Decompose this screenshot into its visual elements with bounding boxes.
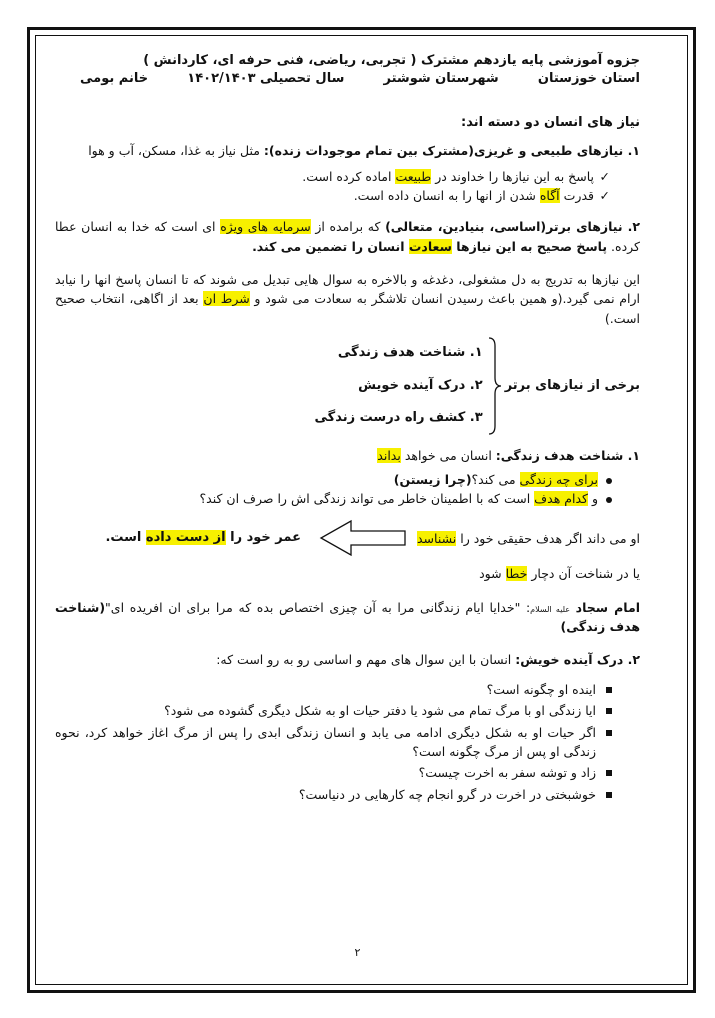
group-item: ۲. درک آینده خویش bbox=[358, 377, 483, 393]
life-goal-title: ۱. شناخت هدف زندگی: bbox=[495, 448, 640, 464]
consequence-alt: یا در شناخت آن دچار خطا شود bbox=[479, 566, 640, 582]
square-bullet-icon bbox=[606, 708, 612, 714]
natural-needs-checklist bbox=[55, 167, 640, 206]
future-section: ۲. درک آینده خویش: انسان با این سوال های مهم و اساسی رو به رو است که: اینده او چگونه است؟ ایا زندگی او با مرگ تمام می شود یا دفتر حیات او به شکل دیگری گشوده می شود؟ اگر حیات او به شکل دیگری ادامه می یابد و انسان زندگی ابدی را پس از مرگ اغاز خواهد کرد، نحوه زندگی او پس از مرگ چگونه است؟ زاد و توشه سفر به اخرت چیست؟ خوشبختی در اخرت در گرو انجام چه کارهایی در دنیاست؟ bbox=[55, 650, 640, 804]
consequence-row bbox=[55, 518, 640, 558]
consequence-result: عمر خود را از دست داده است. bbox=[105, 530, 301, 546]
group-title: برخی از نیازهای برتر bbox=[504, 378, 640, 394]
bullet-icon bbox=[606, 497, 612, 503]
group-item: ۱. شناخت هدف زندگی bbox=[337, 345, 483, 361]
quote-note: (شناخت هدف زندگی) bbox=[55, 599, 640, 635]
list-item: برای چه زندگی می کند؟(چرا زیستن) bbox=[55, 470, 614, 489]
header-title: جزوه آموزشی پایه یازدهم مشترک ( تجربی، ریاضی، فنی حرفه ای، کاردانش ) bbox=[143, 53, 640, 68]
list-item: زاد و توشه سفر به اخرت چیست؟ bbox=[55, 763, 614, 782]
natural-needs-title: ۱. نیازهای طبیعی و غریزی(مشترک بین تمام موجودات زنده): bbox=[263, 143, 640, 159]
future-questions-list bbox=[55, 680, 640, 804]
higher-needs-section: ۲. نیازهای برتر(اساسی، بنیادین، متعالی) که برامده از سرمایه های ویژه ای است که خدا به انسان عطا کرده. پاسخ صحیح به این نیازها سعادت انسان را تضمین می کند. bbox=[55, 219, 640, 254]
page-number: ۲ bbox=[354, 946, 361, 959]
list-item: و کدام هدف است که با اطمینان خاطر می تواند زندگی اش را صرف ان کند؟ bbox=[55, 489, 614, 508]
list-item: اینده او چگونه است؟ bbox=[55, 680, 614, 699]
document-header bbox=[55, 52, 640, 87]
natural-needs-example: مثل نیاز به غذا، مسکن، آب و هوا bbox=[88, 143, 264, 159]
life-goal-list bbox=[55, 470, 640, 509]
future-title: ۲. درک آینده خویش: bbox=[515, 652, 640, 668]
imam-quote bbox=[55, 598, 640, 637]
group-items bbox=[315, 337, 483, 435]
higher-needs-title: ۲. نیازهای برتر(اساسی، بنیادین، متعالی) bbox=[385, 219, 640, 235]
natural-needs-section bbox=[55, 141, 640, 205]
checklist-item: ✓ پاسخ به این نیازها را خداوند در طبیعت اماده کرده است. bbox=[55, 167, 610, 186]
higher-needs-group bbox=[55, 336, 640, 436]
checkmark-icon: ✓ bbox=[599, 187, 610, 203]
header-info-row bbox=[80, 70, 640, 88]
checklist-item: ✓ قدرت آگاه شدن از انها را به انسان داده است. bbox=[55, 186, 610, 205]
square-bullet-icon bbox=[606, 792, 612, 798]
list-item: ایا زندگی او با مرگ تمام می شود یا دفتر حیات او به شکل دیگری گشوده می شود؟ bbox=[55, 701, 614, 720]
list-item: اگر حیات او به شکل دیگری ادامه می یابد و انسان زندگی ابدی را پس از مرگ اغاز خواهد کرد، نحوه زندگی او پس از مرگ چگونه است؟ bbox=[55, 723, 614, 762]
curly-brace-icon bbox=[485, 336, 503, 436]
header-county: شهرستان شوشتر bbox=[383, 70, 499, 86]
consequence-condition: او می داند اگر هدف حقیقی خود را نشناسد bbox=[417, 530, 640, 546]
intro-title: نیاز های انسان دو دسته اند: bbox=[461, 115, 640, 131]
arrow-left-icon bbox=[319, 518, 407, 558]
header-teacher: خانم بومی bbox=[80, 70, 149, 86]
square-bullet-icon bbox=[606, 770, 612, 776]
quote-text: : "خدایا ایام زندگانی مرا به آن چیزی اختصاص بده که مرا برای ان افریده ای" bbox=[105, 599, 531, 615]
square-bullet-icon bbox=[606, 730, 612, 736]
life-goal-section: ۱. شناخت هدف زندگی: انسان می خواهد بداند برای چه زندگی می کند؟(چرا زیستن) و کدام هدف است که با اطمینان خاطر می تواند زندگی اش را صرف ان کند؟ او می داند اگر هدف حقیقی خود را نشناسد عمر خود را از دست داده است. یا در شناخت آن دچار خطا شود bbox=[55, 446, 640, 584]
document-content bbox=[55, 52, 640, 806]
list-item: خوشبختی در اخرت در گرو انجام چه کارهایی در دنیاست؟ bbox=[55, 785, 614, 804]
group-item: ۳. کشف راه درست زندگی bbox=[314, 410, 483, 426]
needs-explanation-paragraph: این نیازها به تدریج به دل مشغولی، دغدغه و بالاخره به سوال هایی تبدیل می شوند که تا انسان پاسخ انها را نیابد ارام نمی گیرد.(و همین باعث رسیدن انسان تلاشگر به سعادت می شود و شرط ان بعد از اگاهی، انتخاب صحیح است.) bbox=[55, 272, 640, 326]
quote-honorific: علیه السلام bbox=[530, 604, 571, 614]
checkmark-icon: ✓ bbox=[599, 168, 610, 184]
quote-author: امام سجاد bbox=[575, 599, 640, 615]
bullet-icon bbox=[606, 478, 612, 484]
square-bullet-icon bbox=[606, 687, 612, 693]
header-province: استان خوزستان bbox=[537, 70, 640, 86]
header-year: سال تحصیلی ۱۴۰۲/۱۴۰۳ bbox=[187, 70, 345, 86]
